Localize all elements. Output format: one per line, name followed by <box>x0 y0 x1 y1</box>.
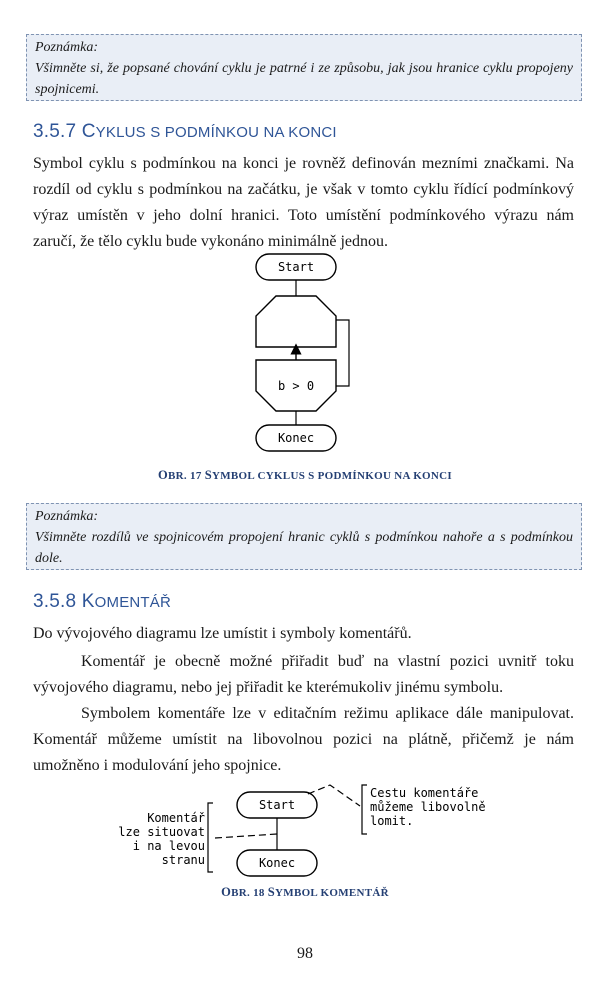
note-label: Poznámka: <box>35 40 98 55</box>
figure-caption <box>0 468 610 483</box>
comment-bracket-left <box>208 803 213 872</box>
start-label: Start <box>277 260 315 274</box>
start-label: Start <box>258 798 296 812</box>
comment-flowchart <box>0 782 610 882</box>
comment-right-line: lomit. <box>370 814 414 828</box>
body-paragraph: Symbol cyklu s podmínkou na konci je rovněž definován mezními značkami. Na rozdíl od cyklu s podmínkou na začátku, je však v tomto cyklu řídící podmínkový výraz umístěn v jeho dolní hranici. Toto umístění podmínkového výrazu nám zaručí, že tělo cyklu bude vykonáno minimálně jednou. <box>33 155 574 250</box>
body-paragraph: Do vývojového diagramu lze umístit i symboly komentářů. <box>33 625 412 642</box>
comment-right-line: můžeme libovolně <box>370 800 486 814</box>
loop-flowchart <box>0 250 610 460</box>
page-number: 98 <box>297 945 313 962</box>
note-label: Poznámka: <box>35 509 98 524</box>
section-title-initial: K <box>81 591 95 612</box>
loop-start-limit <box>256 296 336 347</box>
caption-prefix-initial: O <box>221 885 232 899</box>
end-label: Konec <box>277 431 315 445</box>
caption-initial: S <box>267 885 276 899</box>
section-heading <box>33 591 171 613</box>
section-number: 3.5.7 <box>33 121 77 142</box>
end-label: Konec <box>258 856 296 870</box>
section-title-rest: OMENTÁŘ <box>94 594 172 611</box>
section-heading <box>33 121 337 143</box>
caption-initial: S <box>204 468 212 482</box>
body-paragraph: Symbolem komentáře lze v editačním režimu aplikace dále manipulovat. Komentář můžeme umístit na libovolnou pozici na plátně, přičemž je nám umožněno i modulování jeho spojnice. <box>33 705 574 774</box>
caption-rest: YMBOL CYKLUS S PODMÍNKOU NA KONCI <box>211 470 452 482</box>
note-box <box>26 503 582 570</box>
comment-left-line: Komentář <box>147 811 205 825</box>
body-paragraph: Komentář je obecně možné přiřadit buď na vlastní pozici uvnitř toku vývojového diagramu, nebo jej přiřadit ke kterémukoliv jinému symbolu. <box>33 653 574 696</box>
figure-caption <box>0 885 610 900</box>
note-text: Všimněte rozdílů ve spojnicovém propojení hranic cyklů s podmínkou nahoře a s podmínkou dole. <box>35 530 573 566</box>
caption-prefix-initial: O <box>158 468 169 482</box>
note-box <box>26 34 582 101</box>
caption-rest: YMBOL KOMENTÁŘ <box>275 887 389 899</box>
comment-left-line: lze situovat <box>118 825 205 839</box>
caption-prefix-rest: BR. 18 <box>231 887 265 899</box>
note-text: Všimněte si, že popsané chování cyklu je patrné i ze způsobu, jak jsou hranice cyklu propojeny spojnicemi. <box>35 61 573 97</box>
section-title-rest: YKLUS S PODMÍNKOU NA KONCI <box>95 124 337 141</box>
caption-prefix-rest: BR. 17 <box>168 470 202 482</box>
comment-connector-left <box>215 834 277 838</box>
loop-condition: b > 0 <box>277 379 315 393</box>
section-title-initial: C <box>81 121 96 142</box>
section-number: 3.5.8 <box>33 591 77 612</box>
comment-left-line: stranu <box>161 853 205 867</box>
comment-left-line: i na levou <box>132 839 205 853</box>
comment-right-line: Cestu komentáře <box>370 786 479 800</box>
comment-bracket-right <box>362 785 367 834</box>
